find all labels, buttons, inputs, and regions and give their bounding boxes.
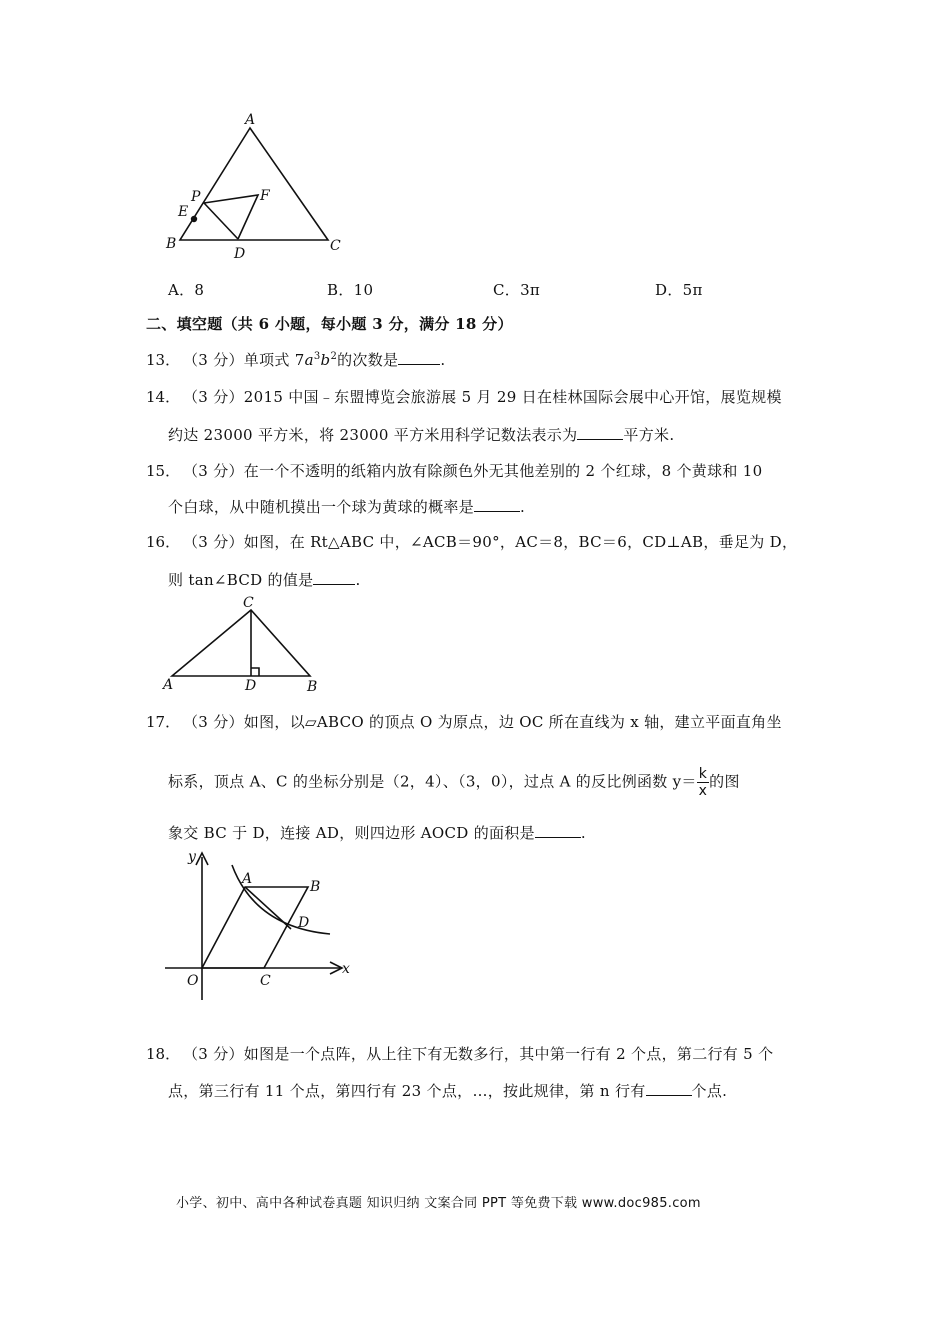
triangle-abc: [172, 610, 310, 676]
label-y: y: [188, 849, 196, 865]
label-e: E: [178, 204, 189, 220]
right-angle-mark: [251, 668, 259, 676]
option-c: C．3π: [493, 281, 541, 299]
q14-line1: （3 分）2015 中国﹣东盟博览会旅游展 5 月 29 日在桂林国际会展中心开馆，展览规模: [183, 388, 782, 406]
option-b: B．10: [327, 281, 374, 299]
q16-line1: （3 分）如图，在 Rt△ABC 中，∠ACB＝90°，AC＝8，BC＝6，CD⊥AB，垂足为 D，: [183, 533, 798, 551]
q15-number: 15．: [146, 462, 181, 480]
label-c: C: [243, 595, 254, 611]
q18-blank: [646, 1081, 692, 1096]
q16-number: 16．: [146, 533, 181, 551]
q17-line3: 象交 BC 于 D，连接 AD，则四边形 AOCD 的面积是 .: [168, 824, 586, 842]
q16-line2: 则 tan∠BCD 的值是 .: [168, 571, 361, 589]
segment-pd: [204, 203, 238, 239]
label-c: C: [260, 973, 271, 989]
q13-number: 13．: [146, 351, 181, 369]
option-a: A．8: [168, 281, 205, 299]
label-d: D: [298, 915, 310, 931]
label-d: D: [245, 678, 257, 694]
q17-number: 17．: [146, 713, 181, 731]
q18-line2: 点，第三行有 11 个点，第四行有 23 个点，…，按此规律，第 n 行有 个点.: [168, 1082, 728, 1100]
q14-number: 14．: [146, 388, 181, 406]
coordinate-figure: [160, 845, 360, 1005]
label-p: P: [191, 189, 201, 205]
q18-number: 18．: [146, 1045, 181, 1063]
q17-line1: （3 分）如图，以▱ABCO 的顶点 O 为原点，边 OC 所在直线为 x 轴，建立平面直角坐: [183, 713, 782, 731]
q17-blank: [535, 823, 581, 838]
label-f: F: [260, 188, 270, 204]
q17-line2: 标系，顶点 A、C 的坐标分别是（2，4）、（3，0），过点 A 的反比例函数 y＝ $\frac{k}{x}$ 的图: [168, 766, 740, 799]
q14-line2: 约达 23000 平方米，将 23000 平方米用科学记数法表示为 平方米.: [168, 426, 675, 444]
q18-line1: （3 分）如图是一个点阵，从上往下有无数多行，其中第一行有 2 个点，第二行有 5 个: [183, 1045, 774, 1063]
label-x: x: [342, 961, 350, 977]
page-footer: 小学、初中、高中各种试卷真题 知识归纳 文案合同 PPT 等免费下载 www.doc985.com: [176, 1196, 701, 1211]
label-c: C: [330, 238, 341, 254]
q15-blank: [474, 497, 520, 512]
point-e: [191, 216, 197, 222]
q13-text: （3 分）单项式 $7a^3b^2$的次数是 .: [183, 351, 446, 369]
label-a: A: [242, 871, 253, 887]
q16-blank: [313, 570, 355, 585]
label-a: A: [245, 112, 256, 128]
label-b: B: [307, 679, 318, 695]
q15-line2: 个白球，从中随机摸出一个球为黄球的概率是 .: [168, 498, 526, 516]
right-triangle-figure: [160, 592, 330, 697]
q15-line1: （3 分）在一个不透明的纸箱内放有除颜色外无其他差别的 2 个红球，8 个黄球和 10: [183, 462, 763, 480]
q14-blank: [577, 425, 623, 440]
triangle-abc: [180, 128, 328, 240]
parallelogram-abco: [202, 887, 308, 968]
section-title: 二、填空题（共 6 小题，每小题 3 分，满分 18 分）: [146, 315, 513, 333]
q13-blank: [398, 350, 440, 365]
triangle-figure: [160, 110, 360, 265]
label-a: A: [163, 677, 174, 693]
label-b: B: [166, 236, 177, 252]
label-b: B: [310, 879, 321, 895]
option-d: D．5π: [655, 281, 703, 299]
label-d: D: [234, 246, 246, 262]
label-o: O: [187, 973, 199, 989]
fraction-k-over-x: $\frac{k}{x}$: [698, 766, 708, 799]
